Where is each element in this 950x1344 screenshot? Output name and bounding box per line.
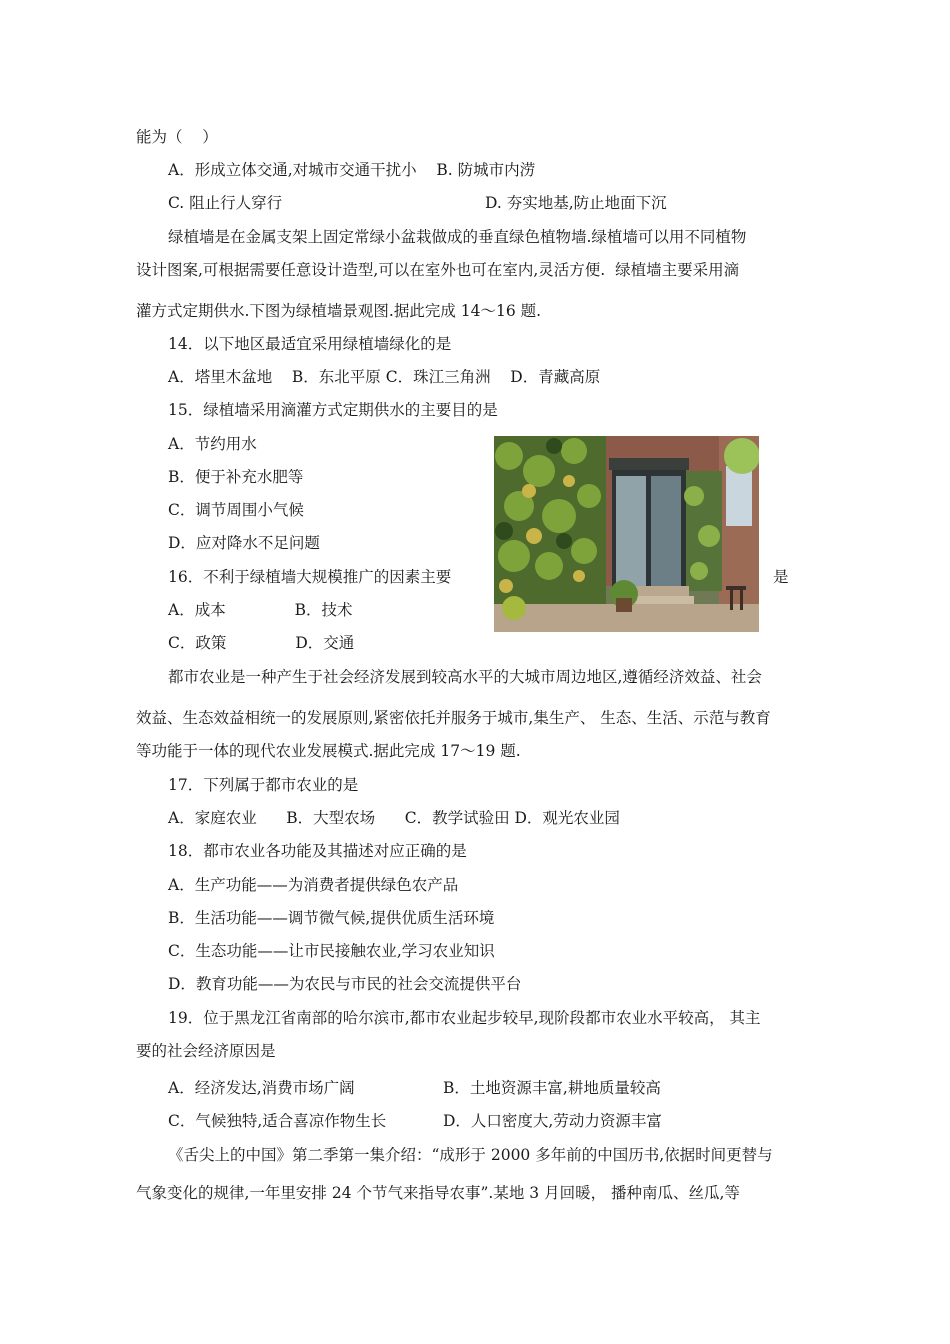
- question-16: 16．不利于绿植墙大规模推广的因素主要: [168, 568, 452, 586]
- question-18: 18．都市农业各功能及其描述对应正确的是: [168, 842, 467, 860]
- text-line: 能为（ ）: [136, 128, 218, 146]
- options-17: A．家庭农业 B．大型农场 C．教学试验田 D．观光农业园: [168, 809, 620, 827]
- options-14: A．塔里木盆地 B．东北平原 C．珠江三角洲 D．青藏高原: [168, 368, 601, 386]
- paragraph-line: 《舌尖上的中国》第二季第一集介绍：“成形于 2000 多年前的中国历书,依据时间更替与: [168, 1146, 773, 1164]
- question-16-end: 是: [773, 568, 789, 586]
- option-18b: B．生活功能——调节微气候,提供优质生活环境: [168, 909, 495, 927]
- option-15b: B．便于补充水肥等: [168, 468, 304, 486]
- options-16cd: C．政策 D．交通: [168, 634, 355, 652]
- option-d: D. 夯实地基,防止地面下沉: [485, 194, 667, 212]
- paragraph-line: 设计图案,可根据需要任意设计造型,可以在室外也可在室内,灵活方便. 绿植墙主要采用滴: [136, 261, 740, 279]
- option-19c: C．气候独特,适合喜凉作物生长: [168, 1112, 387, 1130]
- option-18d: D．教育功能——为农民与市民的社会交流提供平台: [168, 975, 522, 993]
- option-15d: D．应对降水不足问题: [168, 534, 320, 552]
- option-19a: A．经济发达,消费市场广阔: [168, 1079, 355, 1097]
- paragraph-line: 绿植墙是在金属支架上固定常绿小盆栽做成的垂直绿色植物墙.绿植墙可以用不同植物: [168, 228, 747, 246]
- option-18c: C．生态功能——让市民接触农业,学习农业知识: [168, 942, 495, 960]
- paragraph-line: 等功能于一体的现代农业发展模式.据此完成 17～19 题.: [136, 742, 521, 760]
- paragraph-line: 都市农业是一种产生于社会经济发展到较高水平的大城市周边地区,遵循经济效益、社会: [168, 668, 762, 686]
- option-19d: D．人口密度大,劳动力资源丰富: [443, 1112, 662, 1130]
- option-15c: C．调节周围小气候: [168, 501, 304, 519]
- paragraph-line: 灌方式定期供水.下图为绿植墙景观图.据此完成 14～16 题.: [136, 302, 542, 320]
- options-16ab: A．成本 B．技术: [168, 601, 353, 619]
- question-15: 15．绿植墙采用滴灌方式定期供水的主要目的是: [168, 401, 498, 419]
- option-line: A．形成立体交通,对城市交通干扰小 B. 防城市内涝: [168, 161, 536, 179]
- option-c: C. 阻止行人穿行: [168, 194, 283, 212]
- question-19-cont: 要的社会经济原因是: [136, 1042, 276, 1060]
- option-19b: B．土地资源丰富,耕地质量较高: [443, 1079, 661, 1097]
- paragraph-line: 效益、生态效益相统一的发展原则,紧密依托并服务于城市,集生产、 生态、生活、示范与教育: [136, 709, 771, 727]
- option-15a: A．节约用水: [168, 435, 257, 453]
- question-19: 19．位于黑龙江省南部的哈尔滨市,都市农业起步较早,现阶段都市农业水平较高， 其主: [168, 1009, 761, 1027]
- option-18a: A．生产功能——为消费者提供绿色农产品: [168, 876, 459, 894]
- question-14: 14．以下地区最适宜采用绿植墙绿化的是: [168, 335, 452, 353]
- paragraph-line: 气象变化的规律,一年里安排 24 个节气来指导农事”.某地 3 月回暖， 播种南瓜、丝瓜,等: [136, 1184, 740, 1202]
- green-wall-photo: [494, 436, 759, 632]
- question-17: 17．下列属于都市农业的是: [168, 776, 359, 794]
